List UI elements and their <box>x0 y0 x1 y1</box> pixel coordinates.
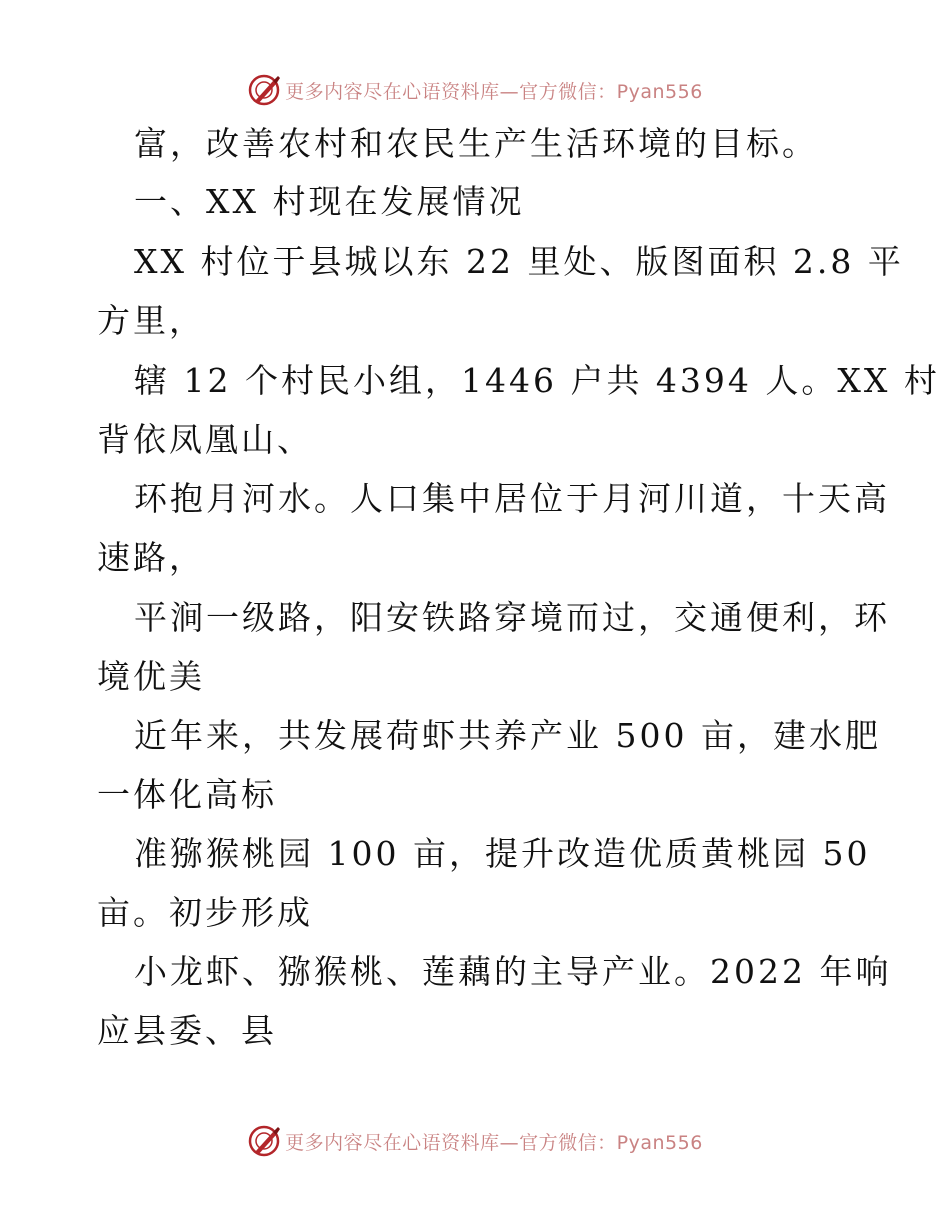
body-line: 背依凤凰山、 <box>97 420 313 459</box>
body-line: 环抱月河水。人口集中居位于月河川道，十天高 <box>134 479 890 518</box>
pen-logo-icon <box>247 73 281 107</box>
body-line: XX 村位于县城以东 22 里处、版图面积 2.8 平 <box>134 242 904 281</box>
footer-banner <box>0 1121 950 1161</box>
body-line: 小龙虾、猕猴桃、莲藕的主导产业。2022 年响 <box>134 952 892 991</box>
body-line: 亩。初步形成 <box>97 893 313 932</box>
footer-banner-text: 更多内容尽在心语资料库—官方微信：Pyan556 <box>285 1131 703 1154</box>
body-line: 速路， <box>97 538 205 577</box>
body-line: 辖 12 个村民小组，1446 户共 4394 人。XX 村 <box>134 361 940 400</box>
section-heading: 一、XX 村现在发展情况 <box>134 182 525 221</box>
header-banner-text: 更多内容尽在心语资料库—官方微信：Pyan556 <box>285 80 703 103</box>
body-line: 准猕猴桃园 100 亩，提升改造优质黄桃园 50 <box>134 834 871 873</box>
body-line: 一体化高标 <box>97 775 277 814</box>
body-line: 平涧一级路，阳安铁路穿境而过，交通便利，环 <box>134 598 890 637</box>
body-line: 方里， <box>97 301 205 340</box>
body-line: 境优美 <box>97 657 205 696</box>
body-line: 应县委、县 <box>97 1011 277 1050</box>
pen-logo-icon <box>247 1124 281 1158</box>
body-line: 富，改善农村和农民生产生活环境的目标。 <box>134 124 818 163</box>
header-banner <box>0 70 950 110</box>
body-line: 近年来，共发展荷虾共养产业 500 亩，建水肥 <box>134 716 881 755</box>
